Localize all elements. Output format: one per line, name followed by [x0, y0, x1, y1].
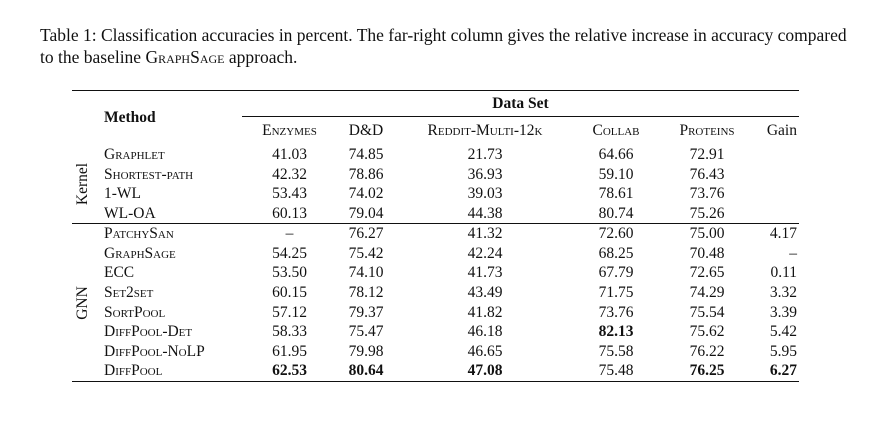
value-cell: 76.25 [689, 362, 725, 380]
method-header: Method [104, 108, 156, 126]
method-cell: DiffPool-Det [104, 323, 193, 341]
gain-cell [757, 204, 799, 224]
value-cell: 75.47 [348, 323, 384, 341]
table-row [72, 244, 799, 264]
table-row [72, 361, 799, 381]
method-cell: DiffPool [104, 362, 163, 380]
value-cell: 78.86 [348, 165, 384, 183]
method-cell: GraphSage [104, 244, 176, 262]
value-cell: 75.00 [657, 224, 757, 244]
value-cell: 46.18 [467, 323, 503, 341]
value-cell: 53.43 [272, 185, 307, 203]
value-cell: 78.61 [598, 185, 634, 203]
gain-cell: 6.27 [769, 362, 797, 380]
column-header: Collab [592, 121, 640, 139]
table-row [72, 322, 799, 342]
value-cell: 21.73 [467, 145, 503, 163]
value-cell: 76.27 [337, 224, 395, 244]
method-cell: SortPool [104, 303, 166, 321]
group-label: Kernel [74, 162, 92, 205]
value-cell: 47.08 [467, 362, 503, 380]
value-cell: 54.25 [272, 244, 307, 262]
value-cell: 41.32 [395, 224, 575, 244]
value-cell: 72.91 [689, 145, 725, 163]
value-cell: 44.38 [467, 204, 503, 222]
caption-text: Table 1: Classification accuracies in percent. The far-right column gives the relative increase in accuracy compared to the baseline [40, 25, 851, 67]
value-cell: 42.24 [467, 244, 503, 262]
value-cell: 53.50 [272, 264, 307, 282]
value-cell: 60.13 [272, 204, 307, 222]
value-cell: 57.12 [272, 303, 307, 321]
method-cell: Graphlet [104, 145, 165, 163]
method-cell: PatchySan [94, 224, 242, 244]
table-row [72, 263, 799, 283]
value-cell: 36.93 [467, 165, 503, 183]
column-header: Reddit-Multi-12k [427, 121, 543, 139]
gain-cell: 0.11 [770, 264, 797, 282]
value-cell: 80.74 [598, 204, 634, 222]
column-header: Proteins [679, 121, 735, 139]
value-cell: 75.62 [689, 323, 725, 341]
value-cell: 70.48 [689, 244, 725, 262]
value-cell: 71.75 [598, 284, 634, 302]
gain-cell: 5.42 [769, 323, 797, 341]
table-row [72, 184, 799, 204]
value-cell: 74.85 [348, 145, 384, 163]
value-cell: 79.37 [348, 303, 384, 321]
value-cell: 67.79 [598, 264, 634, 282]
table-row [72, 303, 799, 323]
value-cell: 74.10 [348, 264, 384, 282]
gain-cell [757, 165, 799, 185]
value-cell: 76.22 [689, 342, 725, 360]
group-label: GNN [74, 285, 92, 320]
table-row [72, 224, 799, 244]
value-cell: 76.43 [689, 165, 725, 183]
method-cell: 1-WL [104, 185, 142, 203]
value-cell: 60.15 [272, 284, 307, 302]
value-cell: 68.25 [598, 244, 634, 262]
value-cell: 62.53 [272, 362, 307, 380]
value-cell: 61.95 [272, 342, 307, 360]
gain-cell: 3.32 [769, 284, 797, 302]
gain-cell: – [789, 244, 797, 262]
method-cell: DiffPool-NoLP [104, 342, 205, 360]
gain-cell [757, 145, 799, 165]
value-cell: 73.76 [598, 303, 634, 321]
value-cell: 79.04 [348, 204, 384, 222]
gain-cell: 3.39 [769, 303, 797, 321]
gain-cell [757, 184, 799, 204]
column-header: Gain [766, 121, 797, 139]
value-cell: 42.32 [272, 165, 307, 183]
results-table [72, 90, 799, 382]
value-cell: 75.48 [598, 362, 634, 380]
value-cell: 39.03 [467, 185, 503, 203]
value-cell: 74.29 [689, 284, 725, 302]
column-header: Enzymes [262, 121, 317, 139]
method-cell: Set2set [104, 284, 154, 302]
value-cell: 43.49 [467, 284, 503, 302]
dataset-header: Data Set [242, 91, 799, 117]
value-cell: 78.12 [348, 284, 384, 302]
table-row [72, 283, 799, 303]
value-cell: 72.60 [575, 224, 657, 244]
value-cell: 80.64 [348, 362, 384, 380]
method-cell: Shortest-path [104, 165, 194, 183]
caption-baseline: GraphSage [145, 47, 225, 67]
gain-cell: 5.95 [769, 342, 797, 360]
value-cell: 64.66 [598, 145, 634, 163]
value-cell: 75.26 [689, 204, 725, 222]
value-cell: 75.58 [598, 342, 634, 360]
value-cell: 46.65 [467, 342, 503, 360]
value-cell: 72.65 [689, 264, 725, 282]
value-cell: 41.82 [467, 303, 503, 321]
value-cell: – [242, 224, 337, 244]
value-cell: 73.76 [689, 185, 725, 203]
value-cell: 58.33 [272, 323, 307, 341]
value-cell: 79.98 [348, 342, 384, 360]
table-row [72, 342, 799, 362]
column-header: D&D [348, 121, 384, 139]
caption-suffix: approach. [224, 47, 298, 67]
value-cell: 75.54 [689, 303, 725, 321]
table-row [72, 204, 799, 224]
method-cell: WL-OA [104, 204, 156, 222]
table-row [72, 165, 799, 185]
value-cell: 41.03 [272, 145, 307, 163]
method-cell: ECC [104, 264, 135, 282]
value-cell: 74.02 [348, 185, 384, 203]
table-caption [40, 24, 860, 68]
value-cell: 75.42 [348, 244, 384, 262]
value-cell: 59.10 [598, 165, 634, 183]
value-cell: 41.73 [467, 264, 503, 282]
gain-cell: 4.17 [757, 224, 799, 244]
table-row [72, 145, 799, 165]
value-cell: 82.13 [598, 323, 634, 341]
